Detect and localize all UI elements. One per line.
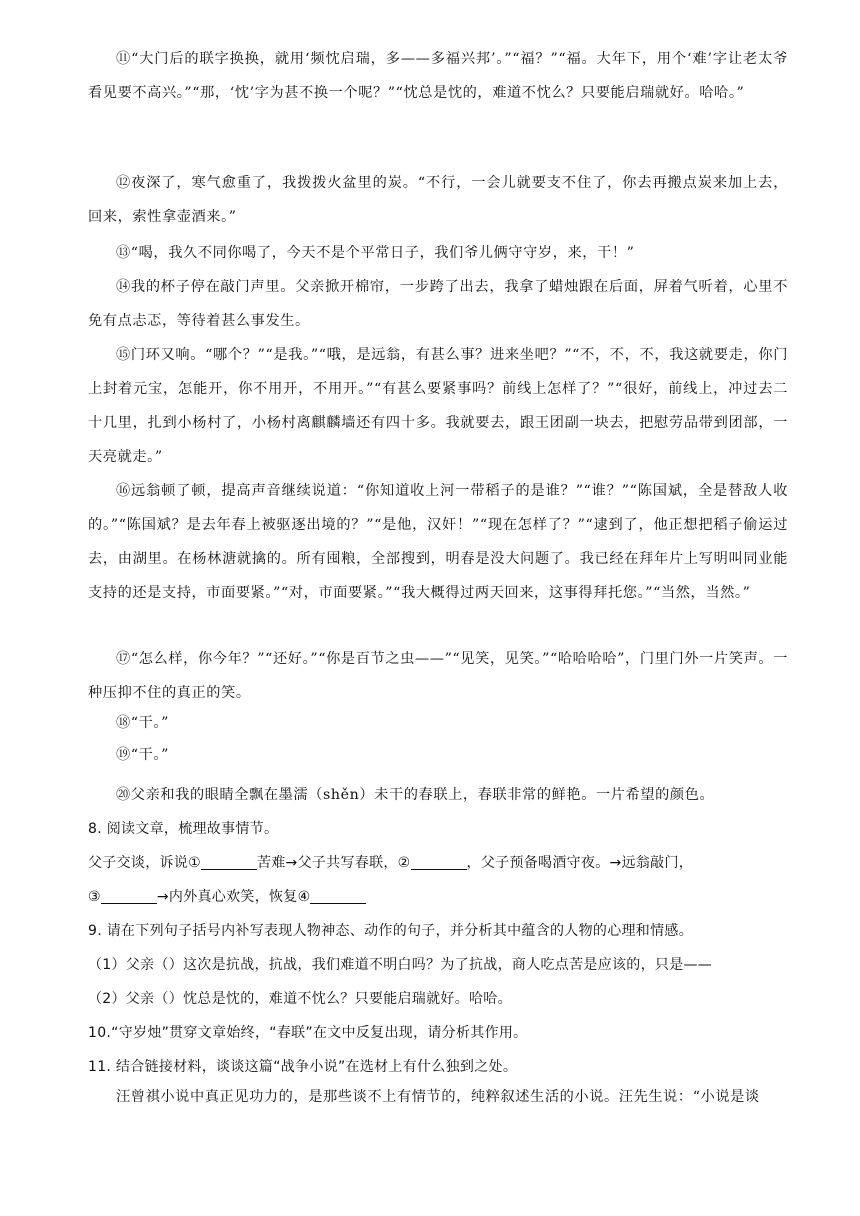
question-11: 11. 结合链接材料，谈谈这篇“战争小说”在选材上有什么独到之处。 [88,1059,518,1075]
question-9-sentence-1: （1）父亲（）这次是抗战，抗战，我们难道不明白吗？为了抗战，商人吃点苦是应该的，只是—— [88,957,713,973]
paragraph-16: ⑯远翁顿了顿，提高声音继续说道：“你知道收上河一带稻子的是谁？”“谁？”“陈国斌，全是替敌人收的。”“陈国斌？是去年春上被驱逐出境的？”“是他，汉奸！”“现在怎样了？”“逮到了，他正想把稻子偷运过去，由湖里。在杨林溏就擒的。所有囤粮，全部搜到，明春是没大问题了。我已经在拜年片上写明叫同业能支持的还是支持，市面要紧。”“对，市面要紧。”“我大概得过两天回来，这事得拜托您。”“当然，当然。” [88,483,788,601]
question-10: 10.“守岁烛”贯穿文章始终，“春联”在文中反复出现，请分析其作用。 [88,1025,528,1041]
answer-blank-2[interactable] [411,851,467,870]
answer-blank-4[interactable] [310,885,366,904]
question-9: 9. 请在下列句子括号内补写表现人物神态、动作的句子，并分析其中蕴含的人物的心理和情感。 [88,923,694,939]
question-9-sentence-2: （2）父亲（）忱总是忱的，难道不忱么？只要能启瑞就好。哈哈。 [88,991,512,1007]
answer-blank-1[interactable] [201,851,257,870]
plot-text-1: 父子交谈，诉说① [88,855,201,871]
paragraph-13: ⑬“喝，我久不同你喝了，今天不是个平常日子，我们爷儿俩守守岁，来，干！” [116,245,635,261]
plot-text-3: ，父子预备喝酒守夜。→远翁敲门， [466,855,694,871]
paragraph-18: ⑱“干。” [116,715,169,731]
question-8-plot-line-2 [88,880,808,914]
paragraph-17: ⑰“怎么样，你今年？”“还好。”“你是百节之虫——”“见笑，见笑。”“哈哈哈哈”，门里门外一片笑声。一种压抑不住的真正的笑。 [88,651,788,701]
paragraph-14: ⑭我的杯子停在敲门声里。父亲掀开棉帘，一步跨了出去，我拿了蜡烛跟在后面，屏着气听着，心里不免有点忐忑，等待着甚么事发生。 [88,279,788,329]
paragraph-12: ⑫夜深了，寒气愈重了，我拨拨火盆里的炭。“不行，一会儿就要支不住了，你去再搬点炭来加上去，回来，索性拿壶酒来。” [88,175,788,225]
answer-blank-3[interactable] [101,885,157,904]
paragraph-19: ⑲“干。” [116,747,169,763]
paragraph-15: ⑮门环又响。“哪个？”“是我。”“哦，是远翁，有甚么事？进来坐吧？”“不，不，不，我这就要走，你门上封着元宝，怎能开，你不用开，不用开。”“有甚么要紧事吗？前线上怎样了？”“很好，前线上，冲过去二十几里，扎到小杨村了，小杨村离麒麟墙还有四十多。我就要去，跟王团副一块去，把慰劳品带到团部，一天亮就走。” [88,347,788,465]
plot-text-4: ③ [88,889,101,905]
question-8: 8. 阅读文章，梳理故事情节。 [88,821,279,837]
plot-text-5: →内外真心欢笑，恢复④ [156,889,311,905]
paragraph-20: ⑳父亲和我的眼睛全飘在墨濡（shěn）未干的春联上，春联非常的鲜艳。一片希望的颜色。 [116,787,715,803]
paragraph-11: ⑪“大门后的联字换换，就用‘频忱启瑞，多——多福兴邦’。”“福？”“福。大年下，用个‘难’字让老太爷看见要不高兴。”“那，‘忱’字为甚不换一个呢？”“忱总是忱的，难道不忱么？只要能启瑞就好。哈哈。” [88,51,788,101]
question-8-plot-line-1 [88,846,808,880]
plot-text-2: 苦难→父子共写春联，② [256,855,411,871]
link-material-text: 汪曾祺小说中真正见功力的，是那些谈不上有情节的，纯粹叙述生活的小说。汪先生说：“小说是谈 [116,1089,760,1105]
